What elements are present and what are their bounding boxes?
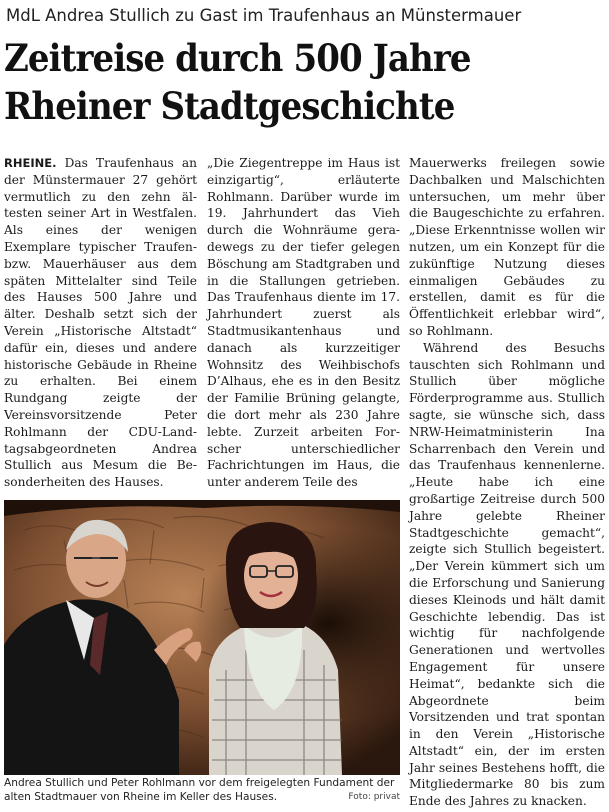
article-column-2 [207,155,400,491]
article-photo [4,500,400,775]
photo-illustration [4,500,400,775]
photo-caption [4,776,400,804]
headline-line-1: Zeitreise durch 500 Jahre [4,36,471,80]
dateline: RHEINE. [4,156,57,170]
column-1-paragraph [4,155,197,491]
headline-line-2: Rheiner Stadtgeschichte [4,84,455,128]
column-3-paragraph-2: Während des Besuchs tauschten sich Rohlmann und Stullich über mögliche Förderprogramme aus. Stullich sagte, sie wünsche sich, dass NRW-Heimatministerin Ina Scharrenbach den Verein und das Traufenhaus kennenlerne. „Heute habe ich eine großartige Zeitreise durch 500 Jahre gelebte Rheiner Stadtgeschichte gemacht“, zeigte sich Stullich begeistert. „Der Verein kümmert sich um die Erforschung und Sanierung dieses Kleinods und hält damit Geschichte lebendig. Das ist wichtig für nachfolgende Generationen und wertvolles Engagement für unsere Heimat“, bedankte sich die Abgeordnete beim Vorsitzenden und trat spontan in den Verein „Historische Altstadt“ ein, der im ersten Jahr seines Bestehens hofft, die Mitgliedermarke 80 bis zum Ende des Jahres zu knacken. [409,340,605,809]
article-kicker: MdL Andrea Stullich zu Gast im Traufenhaus an Münstermauer [6,6,522,25]
column-1-text: Das Traufenhaus an der Münstermauer 27 gehört vermutlich zu den zehn ältesten seiner Art in Westfalen. Als eines der wenigen Exemplare typischer Traufen- bzw. Mauerhäuser aus dem späten Mittelalter sind Teile des Hauses 500 Jahre und älter. Deshalb setzt sich der Verein „Historische Altstadt“ dafür ein, dieses und andere historische Gebäude in Rheine zu erhalten. Bei einem Rundgang zeigte der Vereinsvorsitzende Peter Rohlmann der CDU-Landtagsabgeordneten Andrea Stullich aus Mesum die Besonderheiten des Hauses. [4,156,197,490]
article-headline [4,34,556,130]
column-3-paragraph-1: Mauerwerks freilegen sowie Dachbalken und Malschichten untersuchen, um mehr über die Baugeschichte zu erfahren. „Diese Erkenntnisse wollen wir nutzen, um ein Konzept für die zukünftige Nutzung dieses einmaligen Gebäudes zu erstellen, damit es für die Öffentlichkeit erlebbar wird“, so Rohlmann. [409,156,605,338]
article-column-1 [4,155,197,491]
column-2-paragraph: „Die Ziegentreppe im Haus ist einzigartig“, erläuterte Rohlmann. Darüber wurde im 19. Jahrhundert das Vieh durch die Wohnräume geradewegs zu der tiefer gelegen Böschung am Stadtgraben und in die Stallungen getrieben. Das Traufenhaus diente im 17. Jahrhundert zuerst als Stadtmusikantenhaus und danach als kurzzeitiger Wohnsitz des Weihbischofs D’Alhaus, ehe es in den Besitz der Familie Brüning gelangte, die dort mehr als 230 Jahre lebte. Zurzeit arbeiten Forscher unterschiedlicher Fachrichtungen im Haus, die unter anderem Teile des [207,156,400,490]
article-column-3 [409,155,605,810]
photo-credit: Foto: privat [348,792,400,802]
caption-text: Andrea Stullich und Peter Rohlmann vor dem freigelegten Fundament der alten Stadtmauer von Rheine im Keller des Hauses. [4,777,395,803]
